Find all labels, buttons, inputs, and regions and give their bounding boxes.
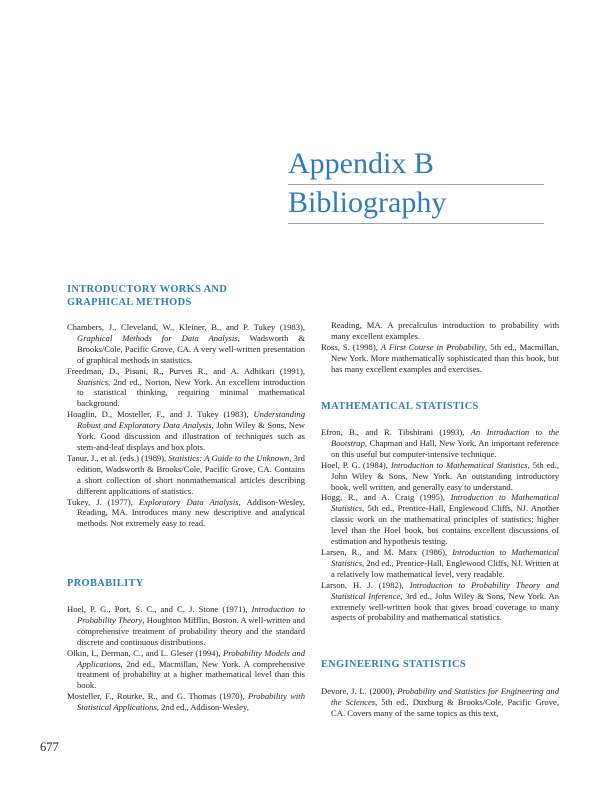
bib-entry-larsen: Larsen, R., and M. Marx (1986), Introduction to Mathematical Statistics, 2nd ed., Prentice-Hall, Englewood Cliffs, NJ. Written at a relatively low mathematical level, very readable. <box>321 546 560 579</box>
right-column-engineering-entries <box>321 686 559 719</box>
bib-entry-olkin: Olkin, I., Derman, C., and L. Gleser (1994), Probability Models and Applications, 2nd ed., Macmillan, New York. A comprehensive treatment of probability at a higher mathematical level than this book. <box>67 647 305 691</box>
bib-entry-hoaglin: Hoaglin, D., Mosteller, F., and J. Tukey (1983), Understanding Robust and Exploratory Data Analysis, John Wiley & Sons, New York. Good discussion and illustration of techniques such as stem-and-leaf displays and box plots. <box>67 409 305 452</box>
bib-entry-hoel: Hoel, P. G. (1984), Introduction to Mathematical Statistics, 5th ed., John Wiley & Sons, New York. An outstanding introductory book, well written, and generally easy to understand. <box>321 459 559 492</box>
left-column-intro-entries <box>67 322 305 529</box>
right-column-probability-cont <box>321 320 559 375</box>
page-title: Bibliography <box>288 185 544 224</box>
bib-entry-tukey: Tukey, J. (1977), Exploratory Data Analysis, Addison-Wesley, Reading, MA. Introduces many new descriptive and analytical methods. Not extremely easy to read. <box>67 496 306 529</box>
left-column-probability-entries <box>67 604 305 713</box>
bib-entry-hoel-port-stone: Hoel, P. G., Port, S. C., and C. J. Stone (1971), Introduction to Probability Theory, Houghton Mifflin, Boston. A well-written and comprehensive treatment of probability theory and the standard discrete and continuous distributions. <box>67 604 306 647</box>
appendix-title <box>288 146 544 224</box>
page-number: 677 <box>40 740 59 754</box>
appendix-label: Appendix B <box>288 146 544 185</box>
section-heading-mathematical-statistics: MATHEMATICAL STATISTICS <box>321 401 479 412</box>
bib-entry-devore: Devore, J. L. (2000), Probability and Statistics for Engineering and the Sciences, 5th ed., Duxburg & Brooks/Cole, Pacific Grove, CA. Covers many of the same topics as this text, <box>321 686 560 718</box>
bib-entry-chambers: Chambers, J., Cleveland, W., Kleiner, B., and P. Tukey (1983), Graphical Methods for Data Analysis, Wadsworth & Brooks/Cole, Pacific Grove, CA. A very well-written presentation of graphical methods in statistics. <box>67 322 306 365</box>
bib-entry-ross: Ross, S. (1998), A First Course in Probability, 5th ed., Macmillan, New York. More mathematically sophisticated than this book, but has many excellent examples and exercises. <box>321 341 559 374</box>
section-heading-introductory <box>67 284 227 309</box>
bib-entry-efron: Efron, B., and R. Tibshirani (1993), An Introduction to the Bootstrap, Chapman and Hall, New York. An important reference on this useful but computer-intensive technique. <box>321 427 559 459</box>
section-heading-engineering-statistics: ENGINEERING STATISTICS <box>321 659 467 670</box>
bib-entry-hogg: Hogg, R., and A. Craig (1995), Introduction to Mathematical Statistics, 5th ed., Prentice-Hall, Englewood Cliffs, NJ. Another classic work on the mathematical principles of statistics; higher level than the Hoel book, but contains excellent discussions of estimation and hypothesis testing. <box>321 492 560 547</box>
bib-entry-mosteller-continued: Reading, MA. A precalculus introduction to probability with many excellent examples. <box>331 320 559 341</box>
heading-line: GRAPHICAL METHODS <box>67 296 192 308</box>
right-column-mathstats-entries <box>321 427 559 623</box>
bib-entry-larson: Larson, H. J. (1982), Introduction to Probability Theory and Statistical Inference, 3rd ed., John Wiley & Sons, New York. An extremely well-written book that gives broad coverage to many aspects of probability and mathematical statistics. <box>321 579 559 623</box>
section-heading-probability: PROBABILITY <box>67 578 144 589</box>
bib-entry-freedman: Freedman, D., Pisani, R., Purves R., and A. Adhikari (1991), Statistics, 2nd ed., Norton, New York. An excellent introduction to statistical thinking, requiring minimal mathematical background. <box>67 365 305 409</box>
bib-entry-mosteller: Mosteller, F., Rourke, R., and G. Thomas (1970), Probability with Statistical Applications, 2nd ed., Addison-Wesley, <box>67 691 305 713</box>
heading-line: INTRODUCTORY WORKS AND <box>67 284 228 295</box>
bib-entry-tanur: Tanur, J., et al. (eds.) (1989), Statistics: A Guide to the Unknown, 3rd edition, Wadsworth & Brooks/Cole, Pacific Grove, CA. Contains a short collection of short nonmathematical articles describing different applications of statistics. <box>67 452 305 496</box>
